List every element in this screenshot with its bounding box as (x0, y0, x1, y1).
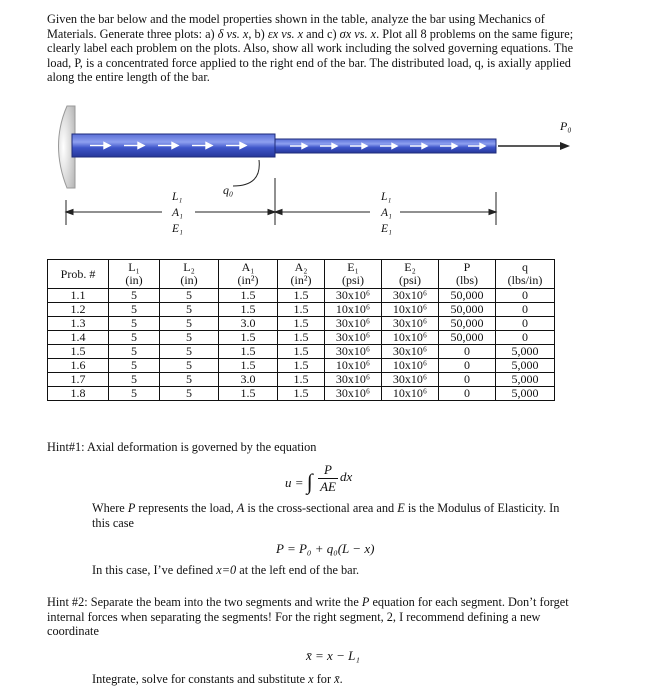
table-cell: 1.5 (219, 303, 278, 317)
table-cell: 5 (160, 317, 219, 331)
col-e1: E₁ (psi) (325, 260, 382, 289)
table-cell: 5 (109, 345, 160, 359)
table-cell: 3.0 (219, 373, 278, 387)
table-cell: 10x10⁶ (382, 331, 439, 345)
table-cell: 10x10⁶ (325, 359, 382, 373)
table-cell: 1.5 (278, 345, 325, 359)
table-row (48, 345, 555, 359)
q-label: q₀ (223, 183, 234, 197)
seg2-modulus: E₁ (381, 223, 393, 235)
table-header-row (48, 260, 555, 289)
table-cell: 1.5 (219, 359, 278, 373)
bar-diagram (40, 100, 640, 260)
table-cell: 1.6 (48, 359, 109, 373)
seg2-area: A₁ (381, 207, 393, 219)
table-cell: 10x10⁶ (325, 303, 382, 317)
table-cell: 5 (109, 317, 160, 331)
table-cell: 50,000 (439, 317, 496, 331)
table-cell: 1.5 (278, 317, 325, 331)
table-row (48, 289, 555, 303)
load-arrow (498, 142, 570, 150)
table-cell: 5 (109, 289, 160, 303)
table-cell: 5,000 (496, 359, 555, 373)
table-cell: 0 (496, 303, 555, 317)
properties-table (47, 259, 555, 401)
table-cell: 0 (496, 289, 555, 303)
table-cell: 1.5 (219, 289, 278, 303)
table-cell: 1.5 (278, 331, 325, 345)
delta-symbol: δ (217, 26, 224, 41)
table-cell: 50,000 (439, 303, 496, 317)
seg1-area: A₁ (172, 207, 184, 219)
table-cell: 10x10⁶ (382, 387, 439, 401)
table-cell: 30x10⁶ (325, 289, 382, 303)
dimension-lines (66, 178, 496, 225)
table-cell: 1.5 (278, 359, 325, 373)
col-e2: E₂ (psi) (382, 260, 439, 289)
table-cell: 50,000 (439, 289, 496, 303)
problem-text: Given the bar below and the model properties shown in the table, analyze the bar using Mechanics of Materials. Generate three plots: a) (47, 12, 545, 41)
col-prob: Prob. # (48, 260, 109, 289)
table-cell: 0 (439, 359, 496, 373)
hint2-last-text: Integrate, solve for constants and substitute x for x̄. (92, 672, 343, 686)
table-cell: 1.3 (48, 317, 109, 331)
table-cell: 5,000 (496, 387, 555, 401)
seg2-length: L₁ (381, 191, 392, 203)
load-label: P₀ (560, 119, 572, 133)
table-cell: 30x10⁶ (325, 373, 382, 387)
table-cell: 1.5 (278, 303, 325, 317)
x-symbol: x (242, 26, 249, 41)
table-cell: 5 (160, 359, 219, 373)
x-symbol: x (297, 26, 304, 41)
col-l1: L₁ (in) (109, 260, 160, 289)
table-cell: 5 (109, 373, 160, 387)
table-cell: 5,000 (496, 345, 555, 359)
col-l2: L₂ (in) (160, 260, 219, 289)
deformation-equation: u = ∫ $\frac{P}{AE}$ dx (285, 461, 353, 494)
table-cell: 1.5 (48, 345, 109, 359)
table-cell: 1.5 (278, 387, 325, 401)
problem-text: . Plot all 8 problems on the same figure; clearly label each problem on the plots. Also, show all work including the solved governing equations. The load, P, is a concentrated force applied to the right end of the bar. The distributed load, q, is axially applied along the entire length of the bar. (47, 26, 574, 85)
table-cell: 30x10⁶ (325, 331, 382, 345)
table-cell: 5 (160, 289, 219, 303)
seg1-length: L₁ (172, 191, 183, 203)
table-cell: 5 (109, 359, 160, 373)
coordinate-equation: x̄ = x − L₁ (306, 648, 360, 663)
table-row (48, 317, 555, 331)
table-cell: 1.2 (48, 303, 109, 317)
table-cell: 5 (160, 373, 219, 387)
table-cell: 1.5 (219, 331, 278, 345)
col-a2: A₂ (in²) (278, 260, 325, 289)
col-a1: A₁ (in²) (219, 260, 278, 289)
table-row (48, 303, 555, 317)
table-cell: 5 (160, 345, 219, 359)
table-cell: 1.7 (48, 373, 109, 387)
problem-text: , b) (248, 26, 268, 41)
table-cell: 50,000 (439, 331, 496, 345)
table-cell: 3.0 (219, 317, 278, 331)
table-cell: 1.8 (48, 387, 109, 401)
table-cell: 30x10⁶ (382, 289, 439, 303)
table-row (48, 373, 555, 387)
hint1-defined-text: In this case, I’ve defined x=0 at the left end of the bar. (92, 563, 360, 577)
table-cell: 1.5 (278, 373, 325, 387)
vs-text: vs. (351, 26, 371, 41)
table-cell: 10x10⁶ (382, 359, 439, 373)
problem-statement (47, 12, 592, 85)
vs-text: vs. (278, 26, 298, 41)
table-cell: 5 (109, 331, 160, 345)
q-pointer (233, 160, 259, 186)
table-cell: 1.5 (219, 345, 278, 359)
table-cell: 1.1 (48, 289, 109, 303)
stress-symbol: σx (339, 26, 352, 41)
table-cell: 0 (496, 317, 555, 331)
table-cell: 30x10⁶ (382, 317, 439, 331)
x-symbol: x (370, 26, 377, 41)
col-p: P (lbs) (439, 260, 496, 289)
hint1-where-text: Where P represents the load, A is the cross-sectional area and E is the Modulus of Elasticity. In this case (92, 501, 560, 530)
table-cell: 1.4 (48, 331, 109, 345)
table-body (48, 289, 555, 401)
table-cell: 30x10⁶ (325, 387, 382, 401)
load-equation: P = P₀ + q₀(L − x) (276, 541, 375, 556)
table-cell: 0 (496, 331, 555, 345)
table-cell: 10x10⁶ (382, 303, 439, 317)
table-cell: 5,000 (496, 373, 555, 387)
table-cell: 1.5 (278, 289, 325, 303)
table-cell: 5 (109, 303, 160, 317)
table-cell: 0 (439, 345, 496, 359)
table-cell: 0 (439, 373, 496, 387)
table-cell: 30x10⁶ (325, 345, 382, 359)
table-cell: 5 (160, 387, 219, 401)
table-cell: 5 (160, 331, 219, 345)
table-cell: 5 (109, 387, 160, 401)
seg1-modulus: E₁ (172, 223, 184, 235)
col-q: q (lbs/in) (496, 260, 555, 289)
table-cell: 30x10⁶ (382, 373, 439, 387)
table-cell: 5 (160, 303, 219, 317)
vs-text: vs. (223, 26, 243, 41)
table-row (48, 387, 555, 401)
table-cell: 1.5 (219, 387, 278, 401)
hint1-title: Hint#1: Axial deformation is governed by the equation (47, 440, 317, 454)
hint2-text: Hint #2: Separate the beam into the two segments and write the P equation for each segment. Don’t forget internal forces when separating the segments! For the right segment, 2, I recommend defining a new coordinate (47, 595, 569, 639)
table-cell: 30x10⁶ (382, 345, 439, 359)
problem-text: and c) (303, 26, 340, 41)
strain-symbol: εx (267, 26, 279, 41)
table-cell: 0 (439, 387, 496, 401)
table-row (48, 359, 555, 373)
table-row (48, 331, 555, 345)
bar-figure (40, 100, 640, 260)
table-cell: 30x10⁶ (325, 317, 382, 331)
